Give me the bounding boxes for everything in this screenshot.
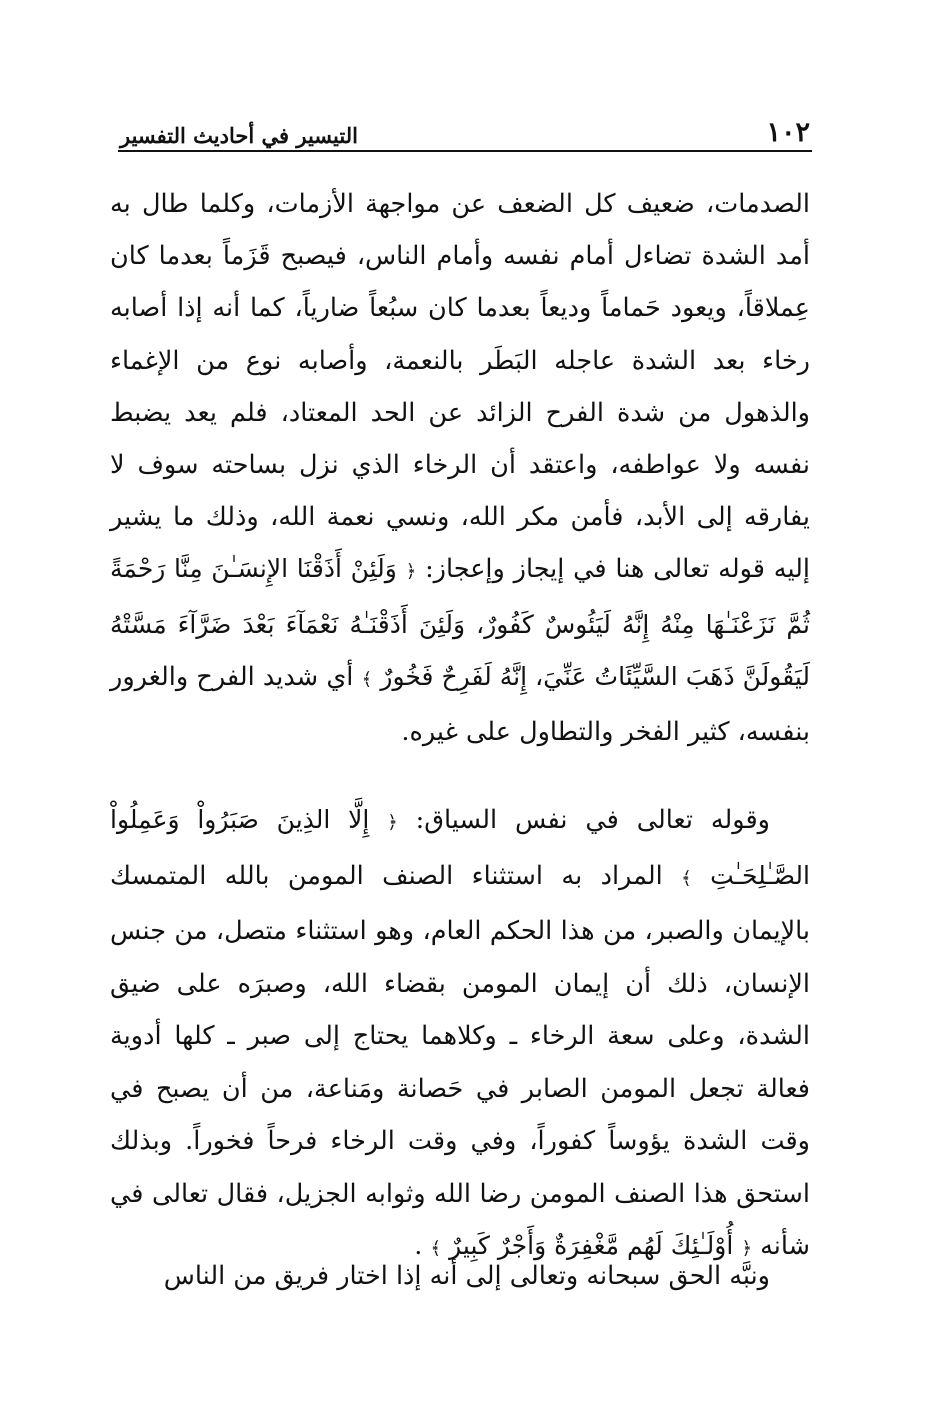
quran-open-bracket: ﴿ bbox=[387, 812, 398, 833]
paragraph-1-text-a: الصدمات، ضعيف كل الضعف عن مواجهة الأزمات، وكلما طال به أمد الشدة تضاءل أمام نفسه وأمام الناس، فيصبح قَزَماً بعدما كان عِملاقاً، ويعود حَماماً وديعاً بعدما كان سبُعاً ضارياً، كما أنه إذا أصابه رخاء بعد الشدة عاجله البَطَر بالنعمة، وأصابه نوع من الإغماء والذهول من شدة الفرح الزائد عن الحد المعتاد، فلم يعد يضبط نفسه ولا عواطفه، واعتقد أن الرخاء الذي نزل بساحته سوف لا يفارقه إلى الأبد، فأمن مكر الله، ونسي نعمة الله، وذلك ما يشير إليه قوله تعالى هنا في إيجاز وإعجاز: bbox=[110, 189, 811, 585]
paragraph-2-text-a: وقوله تعالى في نفس السياق: bbox=[415, 805, 770, 835]
quran-open-bracket: ﴿ bbox=[741, 1238, 752, 1259]
page-header bbox=[120, 112, 810, 148]
quran-open-bracket: ﴿ bbox=[405, 561, 417, 583]
paragraph-2-text-b: المراد به استثناء الصنف المومن بالله المتمسك بالإيمان والصبر، من هذا الحكم العام، وهو استثناء متصل، من جنس الإنسان، ذلك أن إيمان المومن بقضاء الله، وصبرَه على ضيق الشدة، وعلى سعة الرخاء ـ وكلاهما يحتاج إلى صبر ـ كلها أدوية فعالة تجعل المومن الصابر في حَصانة ومَناعة، من أن يصبح في وقت الشدة يؤوساً كفوراً، وفي وقت الرخاء فرحاً فخوراً. وبذلك استحق هذا الصنف المومن رضا الله وثوابه الجزيل، فقال تعالى في شأنه bbox=[110, 860, 810, 1261]
paragraph-1 bbox=[110, 178, 810, 758]
paragraph-3 bbox=[110, 1250, 810, 1302]
paragraph-2-end-mark: . bbox=[414, 1231, 423, 1261]
quran-verse: وَلَئِنْ أَذَقْنَا الإِنسَـٰنَ مِنَّا رَحْمَةً ثُمَّ نَزَعْنَـٰهَا مِنْهُ إِنَّهُ لَيَئُوسٌ كَفُورٌ، وَلَئِنَ أَذَقْنَـٰهُ نَعْمَآءَ بَعْدَ ضَرَّآءَ مَسَّتْهُ لَيَقُولَنَّ ذَهَبَ السَّيِّئَاتُ عَنِّيَ، إِنَّهُ لَفَرِحٌ فَخُورٌ bbox=[110, 554, 811, 691]
quran-close-bracket: ﴾ bbox=[430, 1238, 442, 1259]
header-rule bbox=[118, 150, 812, 152]
quran-close-bracket: ﴾ bbox=[681, 867, 692, 889]
quran-verse: إِلَّا الذِينَ صَبَرُواْ وَعَمِلُواْ الصَّـٰلِحَـٰتِ bbox=[110, 805, 810, 890]
quran-close-bracket: ﴾ bbox=[361, 668, 373, 690]
paragraph-3-text: ونبَّه الحق سبحانه وتعالى إلى أنه إذا اختار فريق من الناس bbox=[163, 1261, 770, 1291]
quran-verse: أُوْلَـٰئِكَ لَهُم مَّغْفِرَةٌ وَأَجْرٌ كَبِيرٌ bbox=[449, 1231, 734, 1260]
paragraph-1-text-b: أي شديد الفرح والغرور بنفسه، كثير الفخر والتطاول على غيره. bbox=[110, 661, 810, 748]
running-title: التيسير في أحاديث التفسير bbox=[120, 123, 358, 148]
page-number: ١٠٢ bbox=[766, 117, 810, 148]
paragraph-2 bbox=[110, 794, 810, 1276]
